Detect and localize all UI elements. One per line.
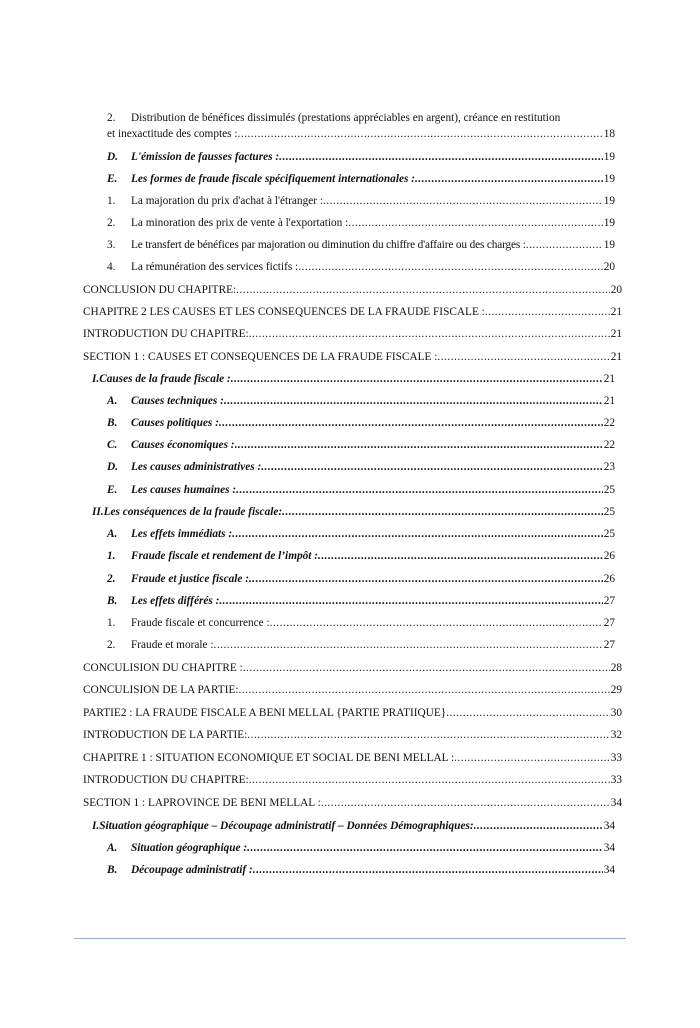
toc-entry-text: Les effets différés : xyxy=(131,595,220,607)
toc-entry[interactable] xyxy=(107,483,615,497)
toc-leader xyxy=(321,796,610,810)
toc-entry[interactable] xyxy=(107,260,615,274)
toc-entry-number: A. xyxy=(107,395,118,407)
toc-entry-number: B. xyxy=(107,595,118,607)
toc-page-number: 33 xyxy=(610,774,622,786)
toc-leader xyxy=(236,283,610,297)
toc-entry[interactable] xyxy=(107,638,615,652)
toc-page-number: 18 xyxy=(603,128,615,140)
toc-page-number: 20 xyxy=(610,284,622,296)
toc-entry-text: CHAPITRE 2 LES CAUSES ET LES CONSEQUENCES DE LA FRAUDE FISCALE : xyxy=(83,306,485,318)
toc-entry[interactable] xyxy=(107,172,615,186)
toc-leader xyxy=(236,483,603,497)
toc-entry-text: Le transfert de bénéfices par majoration ou diminution du chiffre d'affaire ou des charges : xyxy=(131,239,526,251)
toc-leader xyxy=(219,416,603,430)
toc-leader xyxy=(526,238,603,252)
toc-entry[interactable] xyxy=(83,728,622,742)
toc-leader xyxy=(270,616,603,630)
toc-page-number: 21 xyxy=(610,328,622,340)
toc-entry[interactable] xyxy=(83,350,622,364)
toc-leader xyxy=(323,194,603,208)
toc-page-number: 32 xyxy=(610,729,622,741)
toc-page-number: 19 xyxy=(603,173,615,185)
toc-leader xyxy=(235,438,603,452)
toc-entry-number: A. xyxy=(107,842,118,854)
toc-leader xyxy=(261,460,602,474)
toc-entry-0-line2[interactable] xyxy=(107,127,615,141)
toc-page-number: 30 xyxy=(610,707,622,719)
toc-entry-text: I.Situation géographique – Découpage administratif – Données Démographiques: xyxy=(92,820,474,832)
toc-entry-text: Causes techniques : xyxy=(131,395,224,407)
toc-entry-text: Fraude et morale : xyxy=(131,639,214,651)
toc-page-number: 19 xyxy=(603,195,615,207)
toc-page-number: 34 xyxy=(610,797,622,809)
toc-leader xyxy=(224,394,603,408)
toc-page-number: 26 xyxy=(603,550,615,562)
toc-entry-text: et inexactitude des comptes : xyxy=(107,128,238,140)
toc-page-number: 23 xyxy=(603,461,615,473)
toc-entry[interactable] xyxy=(107,416,615,430)
toc-entry-number: B. xyxy=(107,417,118,429)
toc-entry-text: Les formes de fraude fiscale spécifiquement internationales : xyxy=(131,173,415,185)
toc-entry[interactable] xyxy=(83,683,622,697)
toc-leader xyxy=(219,594,602,608)
toc-entry-number: 3. xyxy=(107,239,116,251)
toc-leader xyxy=(415,172,603,186)
toc-entry-number: D. xyxy=(107,461,118,473)
toc-entry-text: Causes politiques : xyxy=(131,417,219,429)
toc-entry-text: SECTION 1 : LAPROVINCE DE BENI MELLAL : xyxy=(83,797,321,809)
toc-entry-number: A. xyxy=(107,528,118,540)
toc-page-number: 33 xyxy=(610,752,622,764)
toc-entry-number: 2. xyxy=(107,112,116,124)
toc-entry-number: C. xyxy=(107,439,118,451)
toc-entry[interactable] xyxy=(107,572,615,586)
toc-page-number: 25 xyxy=(603,506,615,518)
toc-leader xyxy=(474,819,603,833)
toc-entry[interactable] xyxy=(107,150,615,164)
toc-entry-text: Fraude fiscale et concurrence : xyxy=(131,617,270,629)
toc-entry[interactable] xyxy=(107,216,615,230)
toc-entry-text: INTRODUCTION DU CHAPITRE: xyxy=(83,774,249,786)
toc-entry[interactable] xyxy=(107,194,615,208)
toc-entry-text: INTRODUCTION DU CHAPITRE: xyxy=(83,328,249,340)
toc-page-number: 27 xyxy=(603,617,615,629)
toc-entry-text: CONCULISION DE LA PARTIE: xyxy=(83,684,239,696)
toc-page-number: 29 xyxy=(610,684,622,696)
toc-entry[interactable] xyxy=(107,841,615,855)
toc-leader xyxy=(239,683,610,697)
toc-entry-text: Les causes humaines : xyxy=(131,484,237,496)
toc-entry-text: Les effets immédiats : xyxy=(131,528,233,540)
toc-entry[interactable] xyxy=(92,819,615,833)
toc-entry[interactable] xyxy=(107,527,615,541)
toc-entry-number: E. xyxy=(107,173,118,185)
toc-entry[interactable] xyxy=(83,773,622,787)
toc-leader xyxy=(279,150,603,164)
toc-page-number: 21 xyxy=(603,395,615,407)
toc-entry-text: CONCLUSION DU CHAPITRE: xyxy=(83,284,237,296)
toc-entry[interactable] xyxy=(83,327,622,341)
toc-entry-number: 2. xyxy=(107,639,116,651)
toc-page-number: 19 xyxy=(603,151,615,163)
toc-entry-text: L'émission de fausses factures : xyxy=(131,151,280,163)
toc-page-number: 21 xyxy=(610,306,622,318)
toc-entry-text: I.Causes de la fraude fiscale : xyxy=(92,373,231,385)
toc-entry-text: La minoration des prix de vente à l'exportation : xyxy=(131,217,349,229)
toc-page-number: 22 xyxy=(603,439,615,451)
toc-leader xyxy=(243,661,610,675)
toc-leader xyxy=(282,505,603,519)
toc-entry-text: CHAPITRE 1 : SITUATION ECONOMIQUE ET SOCIAL DE BENI MELLAL : xyxy=(83,752,455,764)
toc-leader xyxy=(348,216,602,230)
toc-leader xyxy=(298,260,603,274)
toc-entry-text: Les causes administratives : xyxy=(131,461,262,473)
toc-page-number: 34 xyxy=(603,842,615,854)
toc-entry[interactable] xyxy=(107,460,615,474)
toc-leader xyxy=(454,751,610,765)
toc-leader xyxy=(249,572,603,586)
toc-entry-text: La majoration du prix d'achat à l'étranger : xyxy=(131,195,323,207)
toc-entry[interactable] xyxy=(83,796,622,810)
toc-page-number: 25 xyxy=(603,528,615,540)
toc-entry-number: 1. xyxy=(107,550,116,562)
toc-entry[interactable] xyxy=(83,661,622,675)
toc-entry-text: II.Les conséquences de la fraude fiscale: xyxy=(92,506,283,518)
toc-entry-number: B. xyxy=(107,864,118,876)
toc-page-number: 22 xyxy=(603,417,615,429)
toc-entry[interactable] xyxy=(92,505,615,519)
toc-entry-text: PARTIE2 : LA FRAUDE FISCALE A BENI MELLAL {PARTIE PRATIIQUE} xyxy=(83,707,447,719)
toc-page-number: 21 xyxy=(610,351,622,363)
toc-entry-number: 1. xyxy=(107,195,116,207)
toc-entry-text: SECTION 1 : CAUSES ET CONSEQUENCES DE LA FRAUDE FISCALE : xyxy=(83,351,438,363)
toc-entry-text: Causes économiques : xyxy=(131,439,235,451)
toc-entry-number: D. xyxy=(107,151,118,163)
toc-leader xyxy=(437,350,609,364)
toc-page-number: 28 xyxy=(610,662,622,674)
toc-entry-number: 2. xyxy=(107,573,116,585)
toc-entry[interactable] xyxy=(92,372,615,386)
toc-leader xyxy=(253,863,603,877)
toc-entry[interactable] xyxy=(107,438,615,452)
toc-page-number: 19 xyxy=(603,217,615,229)
toc-leader xyxy=(214,638,603,652)
toc-entry[interactable] xyxy=(107,616,615,630)
toc-leader xyxy=(238,127,603,141)
toc-leader xyxy=(247,841,603,855)
toc-page-number: 27 xyxy=(603,595,615,607)
toc-entry[interactable] xyxy=(107,238,615,252)
toc-entry-text: La rémunération des services fictifs : xyxy=(131,261,299,273)
toc-page-number: 34 xyxy=(603,820,615,832)
toc-leader xyxy=(249,327,610,341)
toc-page-number: 25 xyxy=(603,484,615,496)
toc-entry[interactable] xyxy=(107,549,615,563)
toc-entry[interactable] xyxy=(107,394,615,408)
toc-page-number: 19 xyxy=(603,239,615,251)
toc-entry-text: INTRODUCTION DE LA PARTIE: xyxy=(83,729,248,741)
toc-entry-text: Situation géographique : xyxy=(131,842,248,854)
toc-page-number: 20 xyxy=(603,261,615,273)
toc-entry[interactable] xyxy=(83,751,622,765)
toc-entry-number: 1. xyxy=(107,617,116,629)
toc-page-number: 26 xyxy=(603,573,615,585)
toc-leader xyxy=(446,706,610,720)
toc-entry-number: 2. xyxy=(107,217,116,229)
toc-entry-text: Distribution de bénéfices dissimulés (prestations appréciables en argent), créance en restitution xyxy=(131,112,561,124)
toc-entry[interactable] xyxy=(83,305,622,319)
toc-page-number: 21 xyxy=(603,373,615,385)
toc-entry-text: Fraude fiscale et rendement de l’impôt : xyxy=(131,550,318,562)
toc-leader xyxy=(247,728,609,742)
toc-entry[interactable] xyxy=(107,594,615,608)
toc-entry-number: E. xyxy=(107,484,118,496)
toc-entry[interactable] xyxy=(83,283,622,297)
toc-entry-text: CONCULISION DU CHAPITRE : xyxy=(83,662,243,674)
toc-leader xyxy=(232,527,603,541)
toc-leader xyxy=(318,549,603,563)
toc-entry-text: Fraude et justice fiscale : xyxy=(131,573,249,585)
toc-leader xyxy=(231,372,603,386)
toc-entry-number: 4. xyxy=(107,261,116,273)
toc-entry-text: Découpage administratif : xyxy=(131,864,253,876)
toc-entry-0-line1 xyxy=(107,111,560,125)
footer-divider xyxy=(74,938,626,939)
toc-leader xyxy=(485,305,610,319)
toc-leader xyxy=(249,773,610,787)
toc-entry[interactable] xyxy=(83,706,622,720)
toc-entry[interactable] xyxy=(107,863,615,877)
toc-page-number: 34 xyxy=(603,864,615,876)
toc-page-number: 27 xyxy=(603,639,615,651)
